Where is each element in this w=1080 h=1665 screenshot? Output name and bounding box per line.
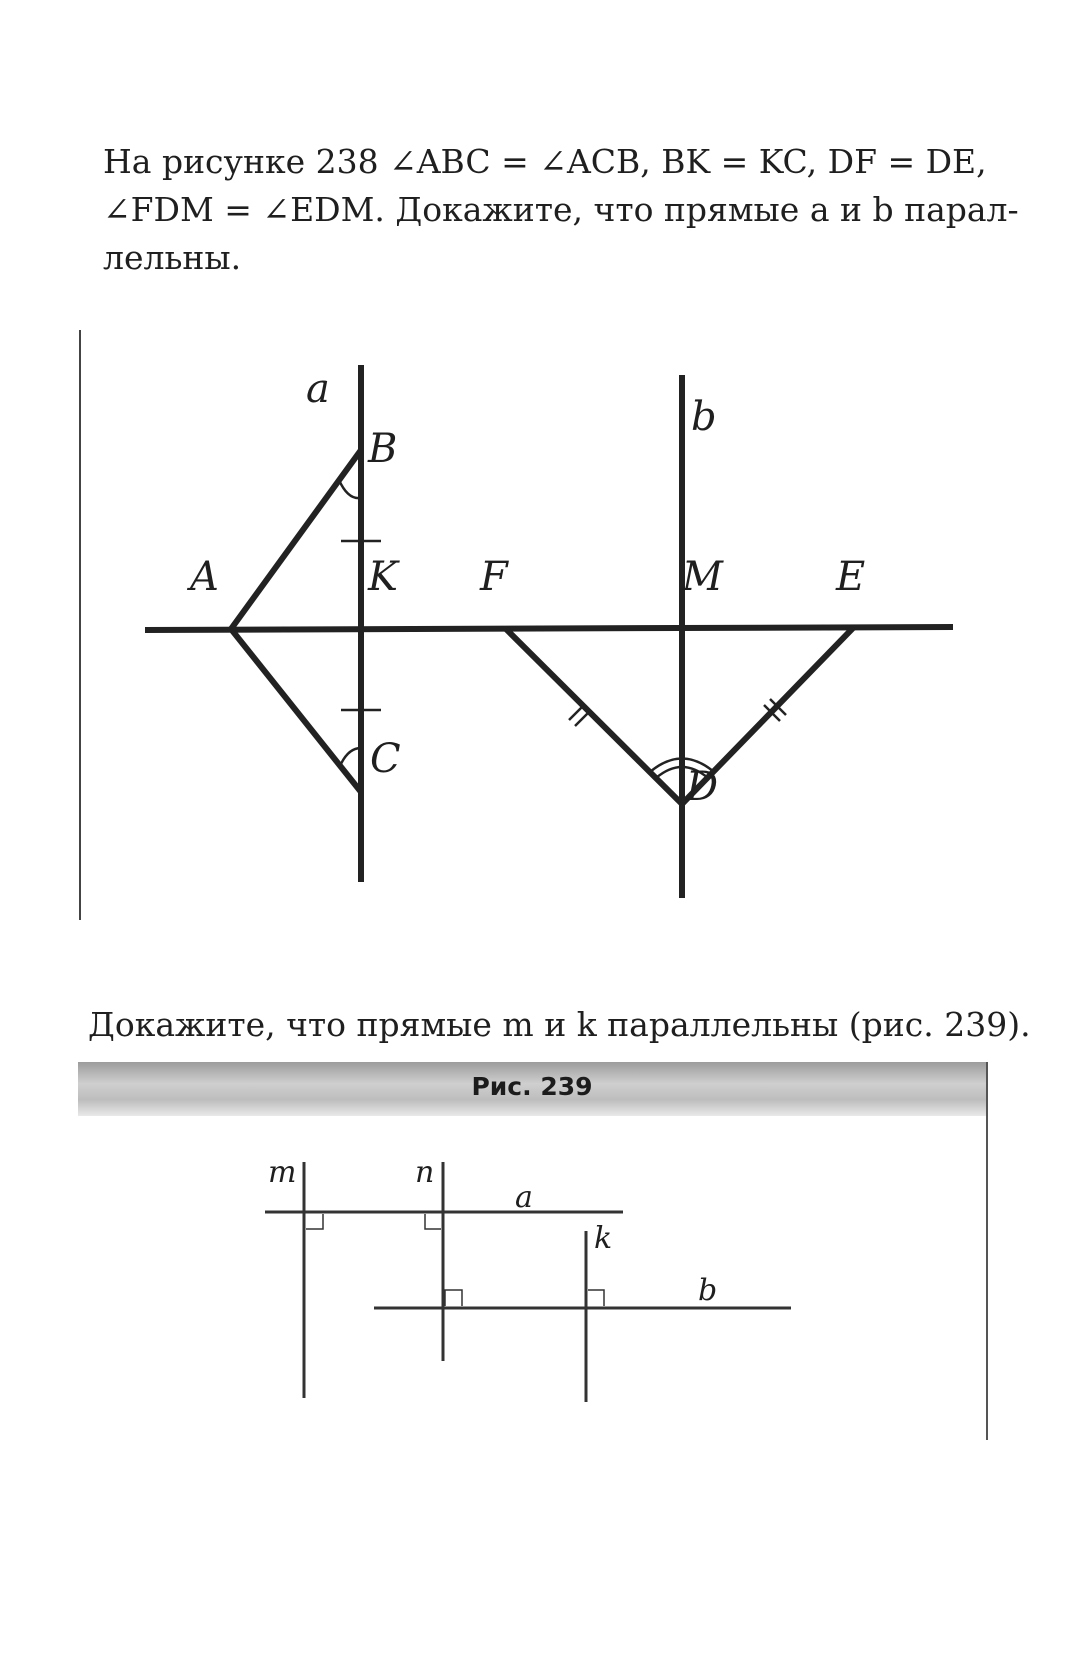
problem-238-text (103, 138, 1019, 282)
label-line-a: a (306, 366, 330, 412)
right-angle-n-b (445, 1290, 462, 1306)
angle-arc-B (339, 480, 361, 498)
label-point-E: E (836, 554, 866, 600)
label-m: m (268, 1155, 297, 1190)
problem-239-text: Докажите, что прямые m и k параллельны (рис. 239). (88, 1005, 1031, 1044)
label-point-C: C (370, 736, 401, 782)
figure-239 (78, 1062, 988, 1440)
figure-239-caption: Рис. 239 (471, 1072, 593, 1101)
right-angle-n-a (425, 1214, 441, 1229)
label-point-M: M (682, 554, 723, 600)
label-point-D: D (686, 764, 719, 810)
right-angle-k-b (588, 1290, 604, 1306)
label-line-b: b (691, 394, 717, 440)
right-angle-m-a (306, 1214, 323, 1229)
figure-238 (78, 330, 958, 930)
segment-FD (505, 628, 682, 804)
problem-238-line-3: лельны. (103, 238, 242, 277)
figure-239-drawing (78, 1116, 984, 1438)
segment-AB (231, 450, 361, 629)
figure-239-header (78, 1062, 986, 1116)
label-point-B: B (368, 426, 398, 472)
problem-238-line-2: ∠FDM = ∠EDM. Докажите, что прямые a и b парал- (103, 190, 1019, 229)
angle-arc-C (340, 748, 361, 766)
label-n: n (415, 1155, 435, 1190)
label-a-239: a (515, 1180, 533, 1215)
label-b-239: b (698, 1273, 718, 1308)
label-point-K: K (368, 554, 398, 600)
problem-238-line-1: На рисунке 238 ∠ABC = ∠ACB, BK = KC, DF = DE, (103, 142, 987, 181)
label-point-A: A (190, 554, 219, 600)
label-point-F: F (480, 554, 508, 600)
label-k: k (594, 1221, 613, 1256)
line-AE (145, 627, 953, 630)
